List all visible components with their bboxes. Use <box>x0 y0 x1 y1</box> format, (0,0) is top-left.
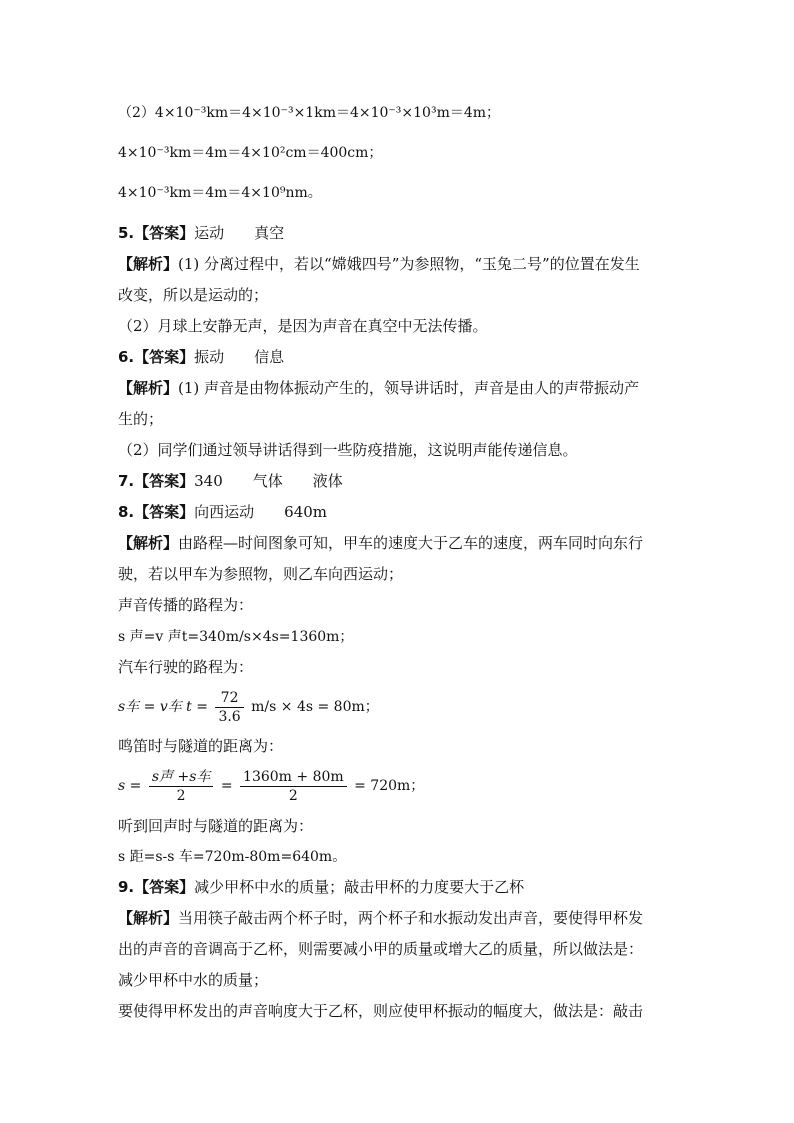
formula: s 距=s-s 车=720m-80m=640m。 <box>118 849 347 865</box>
formula-rhs: = 720m； <box>354 778 425 794</box>
fraction <box>240 768 347 805</box>
q5-explanation-2 <box>118 285 268 305</box>
answer-label: 6.【答案】 <box>118 348 195 366</box>
text: (1) 分离过程中，若以“嫦娥四号”为参照物，“玉兔二号”的位置在发生 <box>178 255 640 273</box>
text: 要使得甲杯发出的声音响度大于乙杯，则应使甲杯振动的幅度大，做法是：敲击 <box>118 1002 644 1020</box>
text: 减少甲杯中水的质量； <box>118 971 269 989</box>
q9-explanation-2 <box>118 939 643 959</box>
formula-rhs: m/s × 4s = 80m； <box>251 699 379 715</box>
text: 声音传播的路程为： <box>118 596 254 614</box>
text: 改变，所以是运动的； <box>118 286 269 304</box>
answer-text: 340 <box>194 472 223 490</box>
text: 出的声音的音调高于乙杯，则需要减小甲的质量或增大乙的质量，所以做法是： <box>118 940 644 958</box>
equals-sign: = <box>220 778 233 794</box>
q6-explanation-3 <box>118 440 578 460</box>
text: 生的； <box>118 410 164 428</box>
answer-text: 运动 <box>194 224 225 242</box>
text: （2）4×10⁻³km＝4×10⁻³×1km＝4×10⁻³×10³m＝4m； <box>118 105 501 121</box>
q9-explanation-4 <box>118 1001 643 1021</box>
answer-text: 减少甲杯中水的质量；敲击甲杯的力度要大于乙杯 <box>194 878 525 896</box>
q9-explanation-1 <box>118 908 643 928</box>
numerator: s声 +s车 <box>149 768 214 787</box>
text: 听到回声时与隧道的距离为： <box>118 817 314 835</box>
answer-label: 9.【答案】 <box>118 878 195 896</box>
answer-label: 7.【答案】 <box>118 472 195 490</box>
text: (1) 声音是由物体振动产生的，领导讲话时，声音是由人的声带振动产 <box>178 379 640 397</box>
text: 4×10⁻³km＝4m＝4×10²cm＝400cm； <box>118 145 383 161</box>
text: 由路程—时间图象可知，甲车的速度大于乙车的速度，两车同时向东行 <box>178 534 644 552</box>
answer-text: 640m <box>284 503 328 521</box>
text: 驶，若以甲车为参照物，则乙车向西运动； <box>118 565 404 583</box>
answer-label: 8.【答案】 <box>118 503 195 521</box>
q6-answer <box>118 347 284 367</box>
text: 汽车行驶的路程为： <box>118 658 254 676</box>
q8-formula-car-distance <box>118 686 379 728</box>
unit-conversion-line-3 <box>118 183 322 203</box>
answer-text: 真空 <box>254 224 285 242</box>
formula: s 声=v 声t=340m/s×4s=1360m； <box>118 629 354 645</box>
fraction <box>215 689 243 726</box>
text: （2）月球上安静无声，是因为声音在真空中无法传播。 <box>118 317 488 335</box>
answer-text: 信息 <box>254 348 285 366</box>
q9-answer <box>118 877 524 897</box>
fraction <box>149 768 214 805</box>
unit-conversion-line-1 <box>118 103 500 123</box>
answer-label: 5.【答案】 <box>118 224 195 242</box>
text: 鸣笛时与隧道的距离为： <box>118 737 284 755</box>
denominator: 2 <box>288 787 298 804</box>
explanation-label: 【解析】 <box>118 379 179 397</box>
q8-explanation-5 <box>118 736 283 756</box>
numerator: 72 <box>215 689 243 708</box>
answer-text: 气体 <box>252 472 283 490</box>
q8-answer <box>118 502 327 522</box>
explanation-label: 【解析】 <box>118 534 179 552</box>
numerator: 1360m + 80m <box>240 768 347 787</box>
q8-explanation-3 <box>118 595 253 615</box>
q8-explanation-4 <box>118 657 253 677</box>
q8-explanation-1 <box>118 533 643 553</box>
q5-explanation-3 <box>118 316 488 336</box>
q5-answer <box>118 223 284 243</box>
denominator: 3.6 <box>218 708 241 725</box>
denominator: 2 <box>176 787 186 804</box>
q7-answer <box>118 471 343 491</box>
q6-explanation-1 <box>118 378 639 398</box>
explanation-label: 【解析】 <box>118 909 179 927</box>
explanation-label: 【解析】 <box>118 255 179 273</box>
formula-lhs: s车 = v车 t = <box>118 699 208 715</box>
q8-formula-whistle-distance <box>118 765 424 807</box>
answer-text: 振动 <box>194 348 225 366</box>
q5-explanation-1 <box>118 254 640 274</box>
q9-explanation-3 <box>118 970 268 990</box>
unit-conversion-line-2 <box>118 143 382 163</box>
q6-explanation-2 <box>118 409 163 429</box>
q8-formula-echo-distance <box>118 847 346 867</box>
text: （2）同学们通过领导讲话得到一些防疫措施，这说明声能传递信息。 <box>118 441 578 459</box>
answer-text: 向西运动 <box>194 503 255 521</box>
answer-text: 液体 <box>312 472 343 490</box>
text: 当用筷子敲击两个杯子时，两个杯子和水振动发出声音，要使得甲杯发 <box>178 909 644 927</box>
q8-explanation-2 <box>118 564 403 584</box>
text: 4×10⁻³km＝4m＝4×10⁹nm。 <box>118 185 322 201</box>
formula-lhs: s = <box>118 778 142 794</box>
q8-explanation-6 <box>118 816 313 836</box>
q8-formula-sound-distance <box>118 627 353 647</box>
